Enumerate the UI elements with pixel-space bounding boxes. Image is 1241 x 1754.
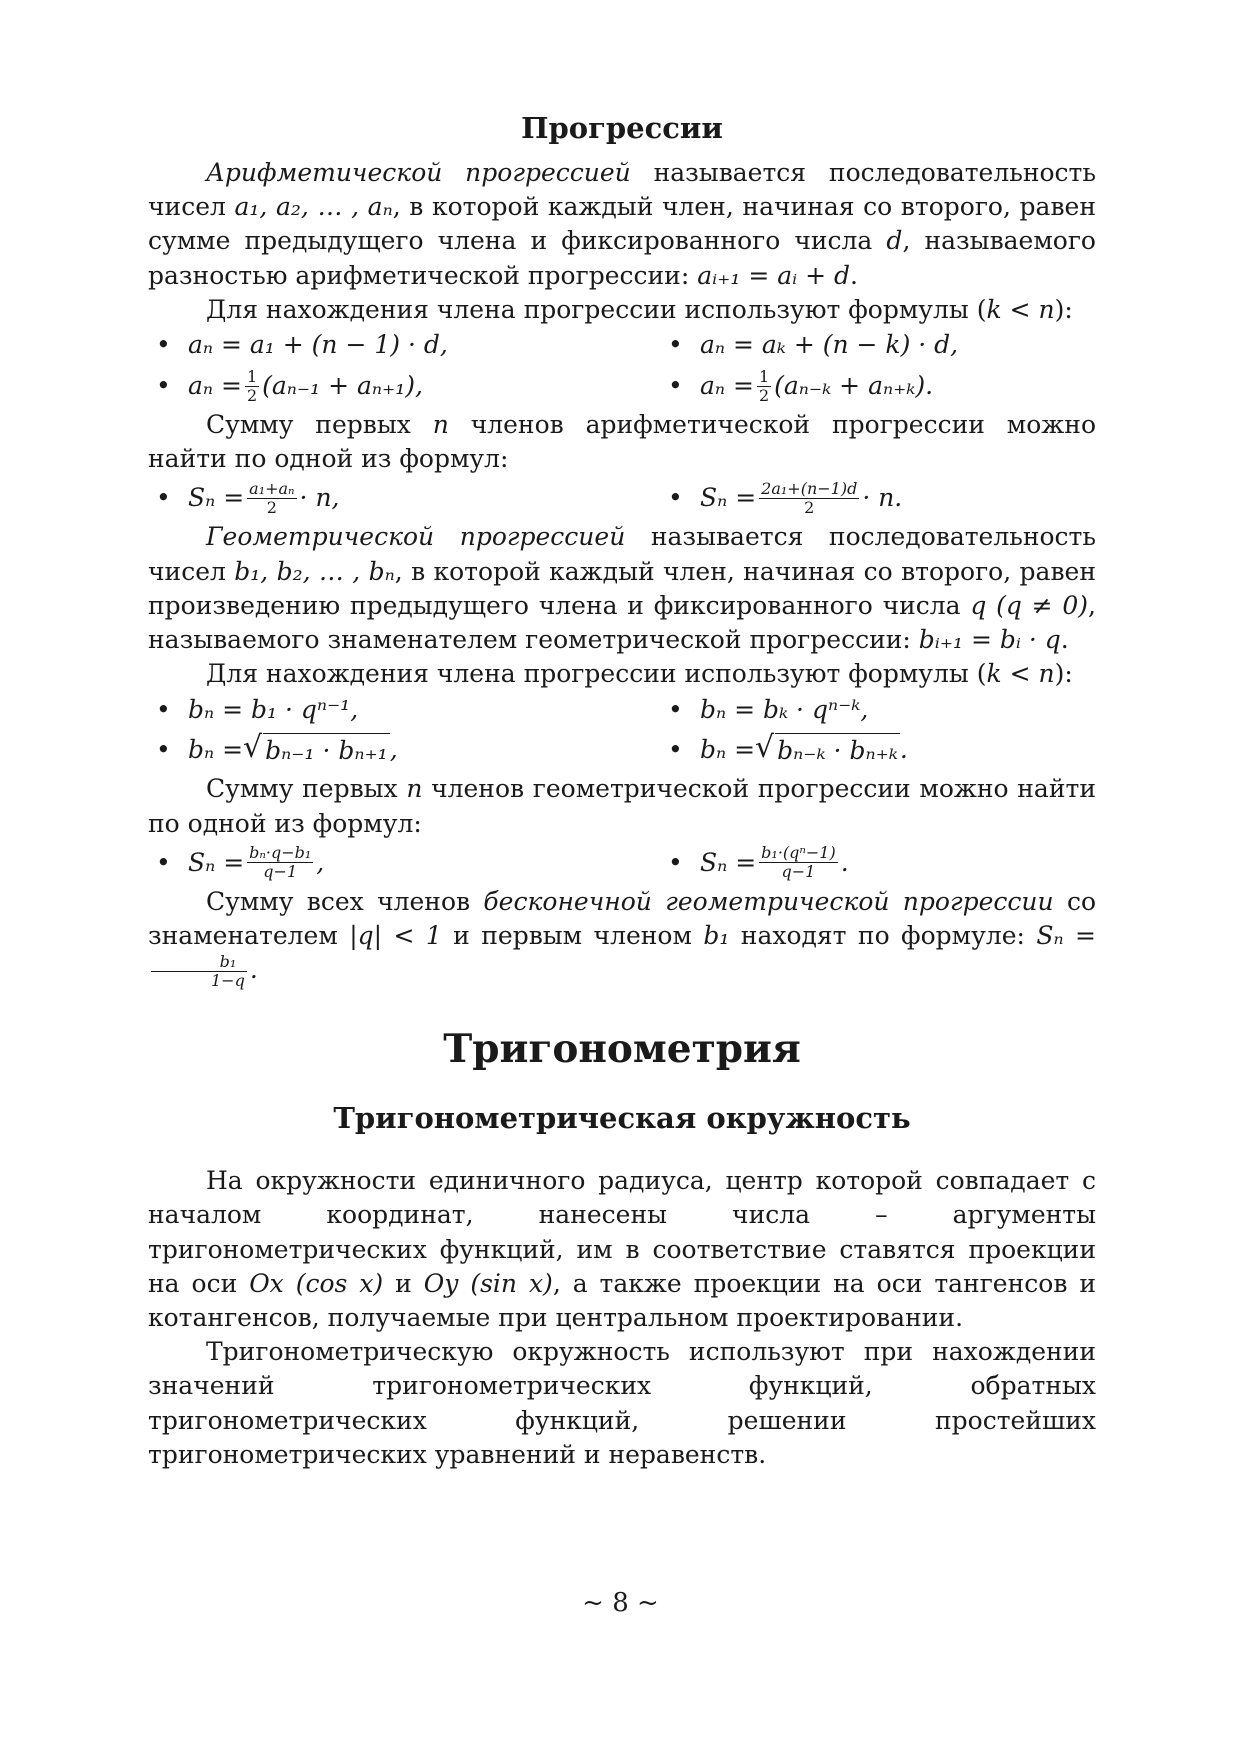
sqrt-radicand: bₙ₋ₖ · bₙ₊ₖ bbox=[775, 733, 900, 768]
arith-member-cond: k < n bbox=[986, 294, 1055, 324]
arith-text-1: называется последовательность чисел bbox=[148, 158, 1096, 222]
fraction-sum-1 bbox=[247, 480, 296, 517]
arith-formula-row-1 bbox=[148, 327, 1096, 364]
geom-member-intro bbox=[148, 657, 1096, 691]
arith-sum-1-right: · n, bbox=[299, 483, 340, 513]
fraction-geom-sum-2 bbox=[759, 844, 838, 881]
geom-term: Геометрической прогрессией bbox=[206, 522, 626, 552]
geom-text-3: , называемого знаменателем геометрической прогрессии: bbox=[148, 590, 1096, 655]
arith-sum-1-left: Sₙ = bbox=[188, 483, 245, 513]
fraction-den: 1−q bbox=[211, 971, 245, 991]
fraction-half bbox=[757, 368, 771, 405]
page-content bbox=[148, 110, 1096, 1472]
geom-definition bbox=[148, 520, 1096, 657]
geom-infinite-sum bbox=[148, 885, 1096, 990]
inf-text-c: и первым членом bbox=[441, 921, 704, 951]
sqrt-expression bbox=[755, 729, 900, 768]
heading-trigonometry: Тригонометрия bbox=[443, 1026, 801, 1073]
arith-term: Арифметической прогрессией bbox=[206, 158, 631, 187]
inf-text-d: находят по формуле: bbox=[729, 921, 1037, 951]
fraction-num: 2a₁+(n−1)d bbox=[761, 478, 858, 498]
geom-sum-n: n bbox=[406, 774, 423, 804]
geom-formula-row-1 bbox=[148, 691, 1096, 728]
geom-sum-1-right: , bbox=[316, 847, 325, 877]
arith-text-4: . bbox=[850, 260, 858, 290]
sqrt-radicand: bₙ₋₁ · bₙ₊₁ bbox=[263, 733, 390, 768]
inf-formula-left: Sₙ = bbox=[1036, 921, 1096, 951]
inf-formula-end: . bbox=[249, 955, 258, 985]
arith-sum-text-a: Сумму первых bbox=[206, 410, 433, 440]
fraction-num: b₁ bbox=[151, 953, 247, 972]
fraction-num: a₁+aₙ bbox=[249, 478, 295, 498]
geom-formula-row-2 bbox=[148, 728, 1096, 772]
bullet-icon: • bbox=[156, 847, 171, 877]
arith-definition bbox=[148, 156, 1096, 293]
arith-formula-3-left: aₙ = bbox=[188, 370, 242, 400]
arith-rule: aᵢ₊₁ = aᵢ + d bbox=[697, 260, 850, 290]
geom-member-close: ): bbox=[1054, 659, 1073, 689]
arith-formula-1: aₙ = a₁ + (n − 1) · d, bbox=[188, 330, 448, 360]
fraction-num: bₙ·q−b₁ bbox=[249, 843, 312, 863]
arith-sum-n: n bbox=[432, 410, 449, 440]
heading-progressions: Прогрессии bbox=[521, 111, 723, 145]
arith-sum-row bbox=[148, 476, 1096, 520]
arith-sum-intro bbox=[148, 408, 1096, 476]
arith-formula-4-right: (aₙ₋ₖ + aₙ₊ₖ). bbox=[774, 370, 934, 400]
bullet-icon: • bbox=[668, 694, 683, 724]
bullet-icon: • bbox=[156, 330, 171, 360]
geom-sequence: b₁, b₂, … , bₙ bbox=[234, 556, 395, 586]
geom-sum-intro bbox=[148, 772, 1096, 840]
geom-q: q bbox=[970, 590, 987, 620]
arith-sum-text-b: членов арифметической прогрессии можно найти по одной из формул: bbox=[148, 410, 1096, 474]
geom-member-text: Для нахождения члена прогрессии используют формулы ( bbox=[206, 659, 987, 689]
bullet-icon: • bbox=[668, 735, 683, 765]
arith-sequence: a₁, a₂, … , aₙ bbox=[234, 192, 393, 222]
arith-member-text: Для нахождения члена прогрессии используют формулы ( bbox=[206, 294, 987, 324]
arith-member-intro bbox=[148, 293, 1096, 327]
inf-text-b: со знаменателем bbox=[148, 886, 1096, 951]
bullet-icon: • bbox=[156, 694, 171, 724]
fraction-infinite-sum bbox=[151, 953, 247, 990]
arith-text-3: , называемого разностью арифметической прогрессии: bbox=[148, 226, 1096, 290]
geom-sum-1-left: Sₙ = bbox=[188, 847, 245, 877]
geom-sum-row bbox=[148, 841, 1096, 885]
fraction-num: 1 bbox=[758, 366, 770, 386]
arith-text-2: , в которой каждый член, начиная со второго, равен сумме предыдущего члена и фиксированного числа bbox=[148, 192, 1096, 256]
bullet-icon: • bbox=[156, 735, 171, 765]
geom-sum-2-left: Sₙ = bbox=[700, 847, 757, 877]
arith-sum-2-left: Sₙ = bbox=[700, 483, 757, 513]
inf-cond: |q| < 1 bbox=[349, 921, 442, 951]
fraction-half bbox=[245, 368, 259, 405]
axis-ox: Ox bbox=[249, 1268, 284, 1298]
bullet-icon: • bbox=[156, 483, 171, 513]
trig-p1-b: и bbox=[383, 1268, 424, 1298]
radical-icon: √ bbox=[243, 729, 263, 765]
geom-formula-2: bₙ = bₖ · qⁿ⁻ᵏ, bbox=[700, 694, 869, 724]
geom-formula-1: bₙ = b₁ · qⁿ⁻¹, bbox=[188, 694, 359, 724]
trig-paragraph-1 bbox=[148, 1164, 1096, 1335]
bullet-icon: • bbox=[668, 847, 683, 877]
arith-d: d bbox=[886, 226, 903, 256]
inf-term: бесконечной геометрической прогрессии bbox=[483, 886, 1054, 916]
geom-formula-4-end: . bbox=[899, 735, 908, 765]
fraction-den: 2 bbox=[804, 497, 815, 517]
geom-sum-text-a: Сумму первых bbox=[206, 774, 407, 804]
inf-b1: b₁ bbox=[703, 921, 730, 951]
axis-oy: Oy bbox=[423, 1268, 459, 1298]
arith-member-close: ): bbox=[1054, 294, 1073, 324]
geom-text-1: называется последовательность чисел bbox=[148, 522, 1096, 586]
fraction-num: b₁·(qⁿ−1) bbox=[761, 843, 836, 863]
geom-text-4: . bbox=[1060, 625, 1069, 655]
trig-p1-c: , а также проекции на оси тангенсов и котангенсов, получаемые при центральном проектировании. bbox=[148, 1268, 1097, 1333]
geom-sum-text-b: членов геометрической прогрессии можно найти по одной из формул: bbox=[148, 774, 1096, 838]
fraction-den: 2 bbox=[266, 497, 277, 517]
arith-sum-2-right: · n. bbox=[862, 483, 903, 513]
fraction-den: 2 bbox=[758, 385, 770, 405]
geom-text-2: , в которой каждый член, начиная со второго, равен произведению предыдущего члена и фиксированного числа bbox=[148, 556, 1096, 620]
geom-rule: bᵢ₊₁ = bᵢ · q bbox=[918, 625, 1061, 655]
arith-formula-4-left: aₙ = bbox=[700, 370, 754, 400]
radical-icon: √ bbox=[755, 729, 775, 765]
fraction-num: 1 bbox=[246, 366, 258, 386]
fraction-den: q−1 bbox=[781, 862, 816, 882]
fraction-sum-2 bbox=[759, 480, 859, 517]
geom-sum-2-right: . bbox=[840, 847, 849, 877]
trig-paragraph-2: Тригонометрическую окружность используют при нахождении значений тригонометрических функций, обратных тригонометрических функций, решении простейших тригонометрических уравнений и неравенств. bbox=[148, 1337, 1096, 1469]
geom-formula-3-end: , bbox=[389, 735, 398, 765]
cos-x: (cos x) bbox=[283, 1268, 384, 1298]
geom-formula-3-left: bₙ = bbox=[188, 735, 244, 765]
fraction-geom-sum-1 bbox=[247, 844, 313, 881]
fraction-den: q−1 bbox=[263, 862, 298, 882]
arith-formula-3-right: (aₙ₋₁ + aₙ₊₁), bbox=[262, 370, 423, 400]
arith-formula-row-2 bbox=[148, 364, 1096, 408]
page-number: ~ 8 ~ bbox=[582, 1588, 659, 1618]
geom-formula-4-left: bₙ = bbox=[700, 735, 756, 765]
bullet-icon: • bbox=[668, 370, 683, 400]
geom-member-cond: k < n bbox=[986, 659, 1055, 689]
sin-x: (sin x) bbox=[458, 1268, 553, 1298]
fraction-den: 2 bbox=[246, 385, 258, 405]
arith-formula-2: aₙ = aₖ + (n − k) · d, bbox=[700, 330, 959, 360]
bullet-icon: • bbox=[156, 370, 171, 400]
bullet-icon: • bbox=[668, 483, 683, 513]
bullet-icon: • bbox=[668, 330, 683, 360]
geom-q-cond: (q ≠ 0) bbox=[986, 590, 1089, 620]
trig-p1-a: На окружности единичного радиуса, центр которой совпадает с началом координат, нанесены числа – аргументы тригонометрических функций, им в соответствие ставятся проекции на оси bbox=[148, 1166, 1096, 1298]
heading-trig-circle: Тригонометрическая окружность bbox=[333, 1101, 911, 1136]
sqrt-expression bbox=[243, 729, 390, 768]
inf-text-a: Сумму всех членов bbox=[206, 886, 484, 916]
